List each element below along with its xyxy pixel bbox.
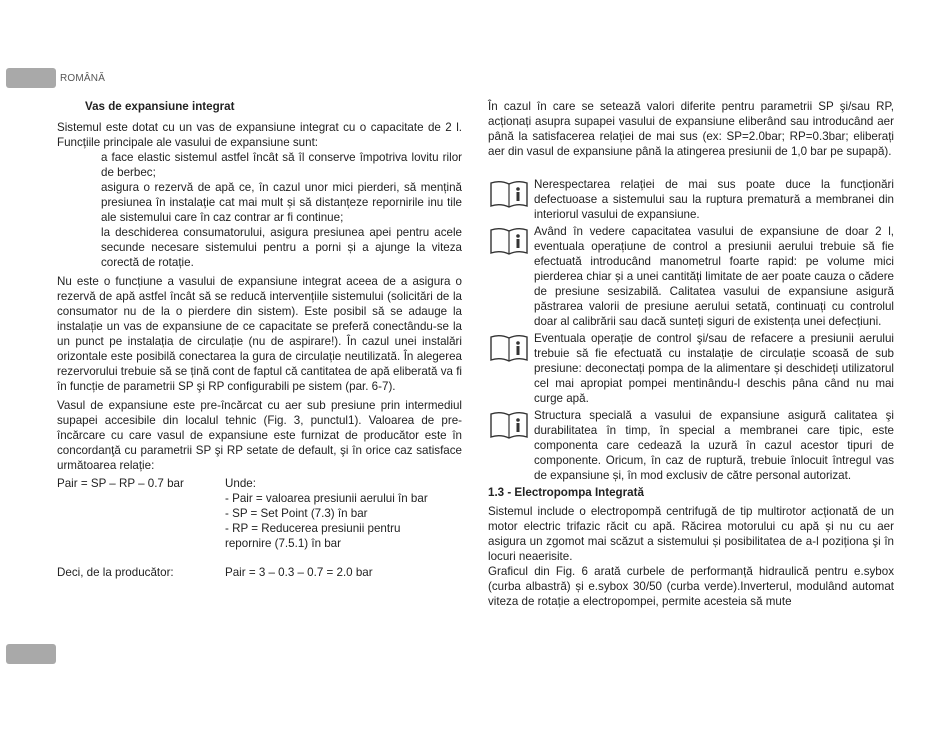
- formula-block: [57, 476, 462, 551]
- right-column: [488, 99, 894, 609]
- paragraph: În cazul în care se setează valori diferite pentru parametrii SP şi/sau RP, acționați asupra supapei vasului de expansiune eliberând sau introducând aer până la satisfacerea relației de mai sus (ex: SP=2.0bar; RP=0.3bar; eliberați aer din vasul de expansiune până la atingerea presiunii de 1,0 bar pe supapă).: [488, 100, 894, 158]
- manufacturer-value: Pair = 3 – 0.3 – 0.7 = 2.0 bar: [225, 566, 373, 579]
- manufacturer-block: [57, 565, 462, 580]
- where-item: - RP = Reducerea presiunii pentru repornire (7.5.1) în bar: [225, 522, 401, 550]
- where-title: Unde:: [225, 477, 256, 490]
- info-note: [488, 224, 894, 329]
- section-title: 1.3 - Electropompa Integrată: [488, 486, 644, 499]
- paragraph: Nu este o funcțiune a vasului de expansiune integrat aceea de a asigura o rezervă de apă astfel încât să se reducă intervențiile sistemului (solicitări de la consumator nu de la o pierdere din sistem). Este posibil să se adauge la instalație un vas de expansiune de ce capacitate se preferă conectându-se la un punct pe instalația de circulație (nu de aspirare!). În cazul unei instalări orizontale este posibilă conectarea la gura de circulație neutilizată. În alegerea rezervorului trebuie să se țină cont de faptul că cantitatea de apă eliberată va fi în funcție de parametrii SP şi RP configurabili pe sistem (par. 6-7).: [57, 275, 462, 393]
- intro-paragraph: Sistemul este dotat cu un vas de expansiune integrat cu o capacitate de 2 l. Funcțiile principale ale vasului de expansiune sunt:: [57, 121, 462, 149]
- left-column: [57, 99, 462, 580]
- language-label: ROMÂNĂ: [60, 73, 106, 84]
- where-item: - SP = Set Point (7.3) în bar: [225, 507, 368, 520]
- paragraph: Sistemul include o electropompă centrifugă de tip multirotor acționată de un motor electric trifazic răcit cu apă. Răcirea motorului cu apă și nu cu aer asigura un zgomot mai scăzut a sistemului și posibilitatea de a-l poziționa şi în locuri neaerisite.: [488, 505, 894, 563]
- note-text: Eventuala operație de control şi/sau de refacere a presiunii aerului trebuie să fie efectuată cu instalație de circulație scoasă de sub presiune: deconectați pompa de la alimentare și deschideți utilizatorul cel mai apropiat pompei mentinându-l deschis pâna când nu mai curge apă.: [534, 332, 894, 405]
- page-tab-top: [6, 68, 56, 88]
- paragraph: Graficul din Fig. 6 arată curbele de performanță hidraulică pentru e.sybox (curba albastră) și e.sybox 30/50 (curba verde).Inverterul, modulând automat viteza de rotație a electropompei, permite acesteia să mute: [488, 565, 894, 608]
- function-item: asigura o rezervă de apă ce, în cazul unor mici pierderi, să mențină presiunea în instalație cat mai mult și să distanțeze repornirile inu tile ale sistemului care în caz contrar ar fi continue;: [101, 181, 462, 224]
- note-text: Nerespectarea relației de mai sus poate duce la funcționări defectuoase a sistemului sau la ruptura prematură a membranei din interiorul vasului de expansiune.: [534, 178, 894, 221]
- info-note: [488, 331, 894, 406]
- function-item: a face elastic sistemul astfel încât să îl conserve împotriva lovitu rilor de berbec;: [101, 151, 462, 179]
- manual-info-icon: [488, 331, 534, 406]
- function-item: la deschiderea consumatorului, asigura presiunea apei pentru acele secunde necesare sistemului pentru a porni și a ajunge la viteza corectă de rotație.: [101, 226, 462, 269]
- where-item: - Pair = valoarea presiunii aerului în bar: [225, 492, 428, 505]
- info-note: [488, 177, 894, 222]
- manual-info-icon: [488, 177, 534, 222]
- manual-info-icon: [488, 408, 534, 483]
- paragraph: Vasul de expansiune este pre-încărcat cu aer sub presiune prin intermediul supapei accesibile din localul tehnic (Fig. 3, punctul1). Valoarea de pre-încărcare cu care vasul de expansiune este furnizat de producător este în concordanţă cu parametrii SP şi RP setate de default, şi în orice caz satisface următoarea relație:: [57, 399, 462, 472]
- manufacturer-label: Deci, de la producător:: [57, 566, 174, 579]
- page-tab-bottom: [6, 644, 56, 664]
- manual-info-icon: [488, 224, 534, 329]
- info-note: [488, 408, 894, 483]
- formula: Pair = SP – RP – 0.7 bar: [57, 477, 184, 490]
- note-text: Structura specială a vasului de expansiune asigură calitatea şi durabilitatea în timp, în special a membranei care tipic, este componenta care cedează la uzură în cazul acestor tipuri de componente. Oricum, în caz de ruptură, trebuie înlocuit întregul vas de expansiune și, în mod exclusiv de către personal autorizat.: [534, 409, 894, 482]
- section-heading: Vas de expansiune integrat: [85, 100, 235, 113]
- note-text: Având în vedere capacitatea vasului de expansiune de doar 2 l, eventuala operațiune de control a presiunii aerului trebuie să fie efectuată introducând manometrul foarte rapid: pe volume mici pierderea chiar și a unei cantități limitate de aer poate cauza o cădere de presiune sesizabilă. Calitatea vasului de expansiune asigură păstrarea valorii de presiune aerului setată, continuați cu controlul doar al calibrării sau dacă sunteți siguri de existența unei defecțiuni.: [534, 225, 894, 328]
